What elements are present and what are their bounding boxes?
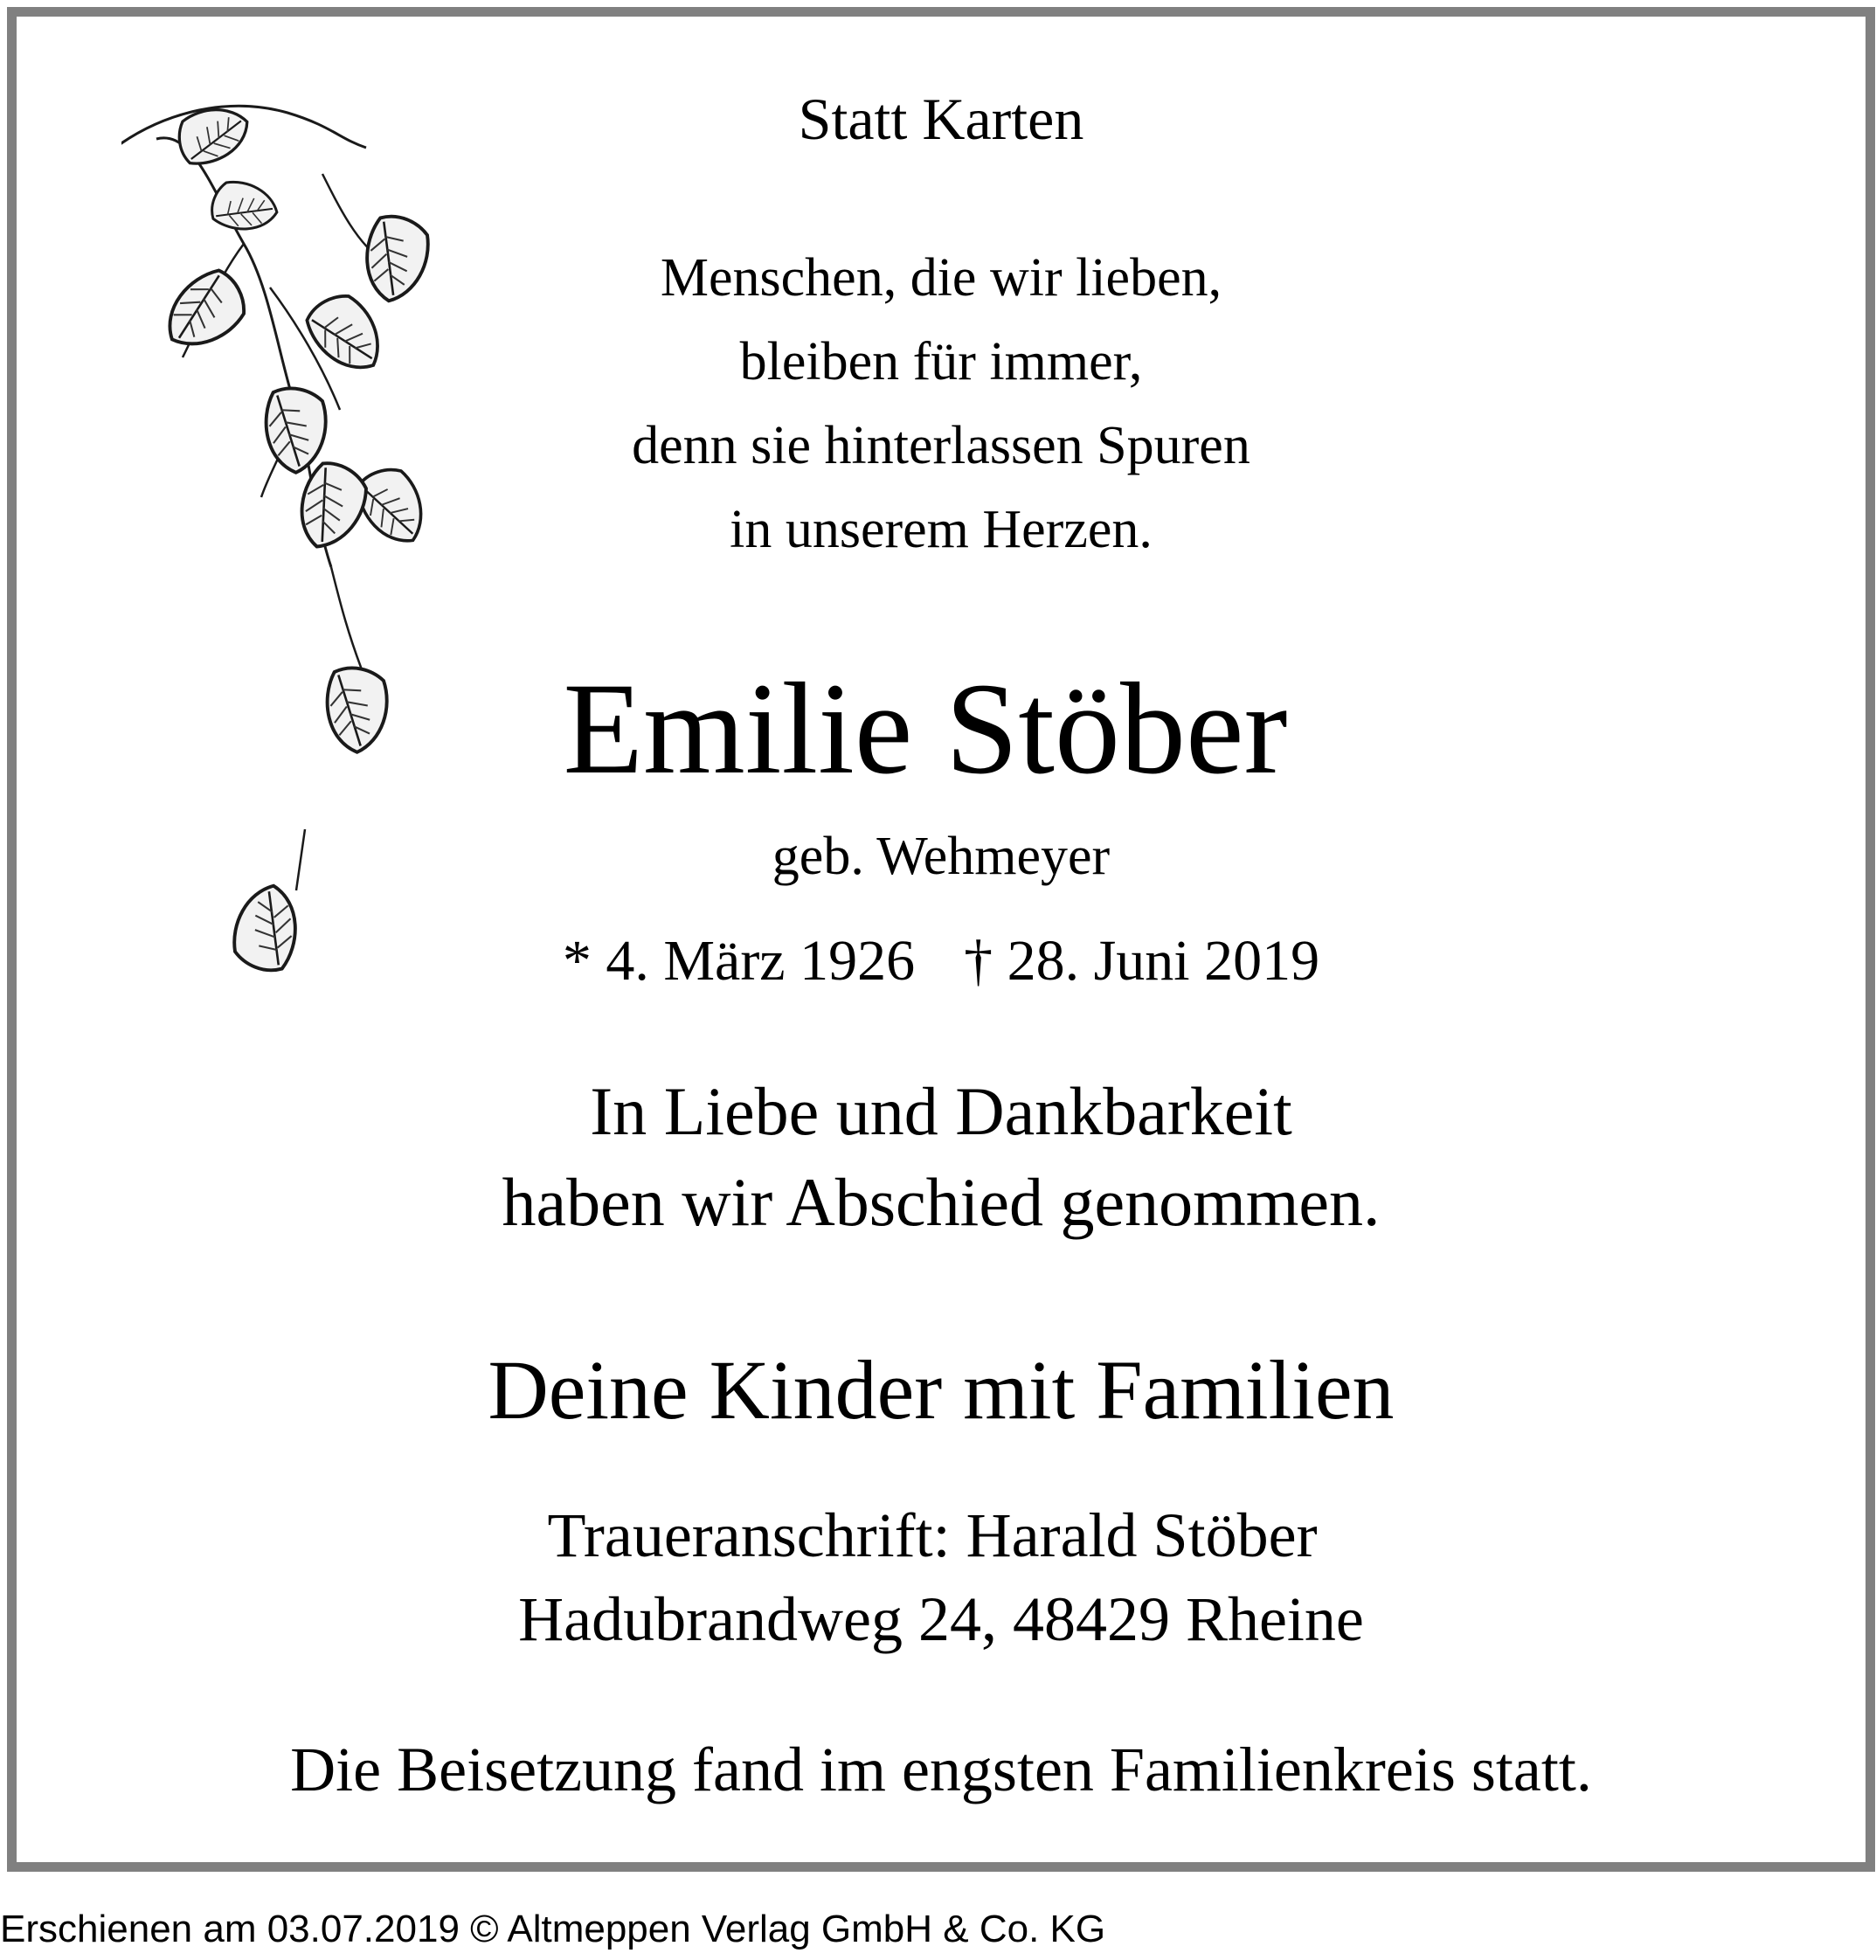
death-date: † 28. Juni 2019 bbox=[964, 929, 1320, 993]
burial-note: Die Beisetzung fand im engsten Familienkreis statt. bbox=[290, 1735, 1592, 1804]
publication-footer: Erschienen am 03.07.2019 © Altmeppen Verlag GmbH & Co. KG bbox=[0, 1908, 1106, 1950]
poem-line-4: in unserem Herzen. bbox=[730, 500, 1153, 559]
maiden-name: geb. Wehmeyer bbox=[772, 827, 1111, 886]
farewell-line-2: haben wir Abschied genommen. bbox=[502, 1164, 1381, 1240]
poem-line-3: denn sie hinterlassen Spuren bbox=[632, 416, 1250, 475]
farewell-line-1: In Liebe und Dankbarkeit bbox=[590, 1073, 1292, 1149]
birth-date: * 4. März 1926 bbox=[562, 929, 916, 993]
life-dates bbox=[17, 929, 1866, 993]
address-line-1: Traueranschrift: Harald Stöber bbox=[547, 1500, 1318, 1570]
obituary-frame bbox=[7, 7, 1875, 1872]
poem-line-1: Menschen, die wir lieben, bbox=[660, 248, 1222, 308]
statt-karten-header: Statt Karten bbox=[798, 86, 1084, 152]
address-line-2: Hadubrandweg 24, 48429 Rheine bbox=[518, 1584, 1364, 1654]
deceased-name: Emilie Stöber bbox=[563, 656, 1288, 801]
signatories: Deine Kinder mit Familien bbox=[488, 1343, 1395, 1437]
poem-line-2: bleiben für immer, bbox=[739, 332, 1143, 391]
